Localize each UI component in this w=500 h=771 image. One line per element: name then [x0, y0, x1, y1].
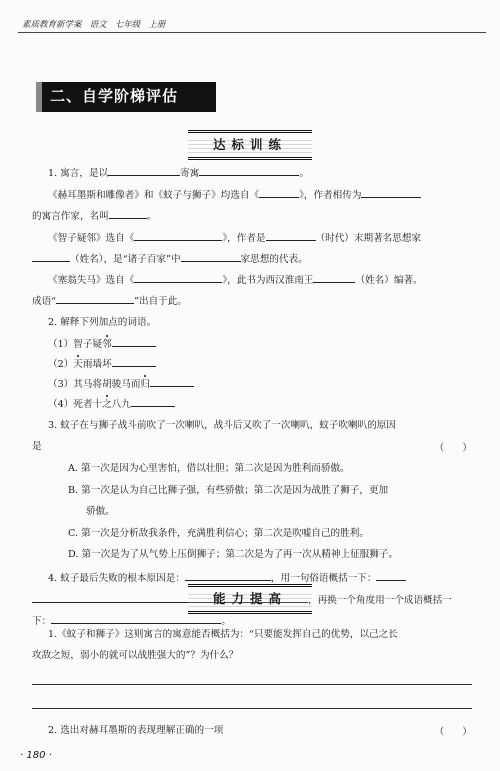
- q3-option-c: C. 第一次是分析敌我条件，充满胜利信心；第二次是吹嘘自己的胜利。: [68, 528, 369, 539]
- header-rule: [18, 32, 486, 33]
- p1-line1: 1.《蚊子和狮子》这则寓言的寓意能否概括为：“只要能发挥自己的优势，以己之长: [48, 629, 398, 640]
- header-book: 素质教育新学案: [22, 20, 82, 30]
- q2-title: 2. 解释下列加点的词语。: [48, 317, 157, 328]
- q3-option-a: A. 第一次是因为心里害怕，借以壮胆；第二次是因为胜利而骄傲。: [68, 463, 350, 474]
- p2-answer-paren: （ ）: [434, 727, 472, 738]
- section-heading-training-text: 达标训练: [212, 137, 287, 152]
- running-header: [22, 18, 165, 30]
- q1-line3: 的寓言作家，名叫 。: [32, 208, 156, 224]
- answer-line-1: [32, 684, 472, 685]
- q3-answer-paren: （ ）: [434, 443, 472, 454]
- banner-accent-bar: [36, 82, 42, 112]
- p2-question: 2. 选出对赫耳墨斯的表现理解正确的一项: [48, 725, 224, 736]
- p1-line2: 攻敌之短，弱小的就可以战胜强大的”？为什么？: [32, 650, 239, 661]
- banner-title: 二、自学阶梯评估: [50, 87, 179, 105]
- answer-line-2: [32, 708, 472, 709]
- page-number: · 180 ·: [20, 750, 52, 761]
- section-heading-ability-text: 能力提高: [212, 591, 287, 606]
- q2-item-3: （3）其马将胡骏马而归: [48, 376, 194, 392]
- section-heading-ability: [188, 584, 312, 614]
- q3-option-d: D. 第一次是为了从气势上压倒狮子；第二次是为了再一次从精神上征服狮子。: [68, 549, 399, 560]
- q2-item-1: （1）智子疑邻: [48, 336, 156, 352]
- q2-item-2: （2）天雨墙坏: [48, 356, 156, 372]
- q3-option-b: B. 第一次是认为自己比狮子强，有些骄傲；第二次是因为战胜了狮子，更加: [68, 485, 389, 496]
- header-subject: 语文: [89, 20, 107, 30]
- q1-line1: 1. 寓言，是以 寄寓 。: [48, 165, 309, 181]
- section-heading-training: [188, 130, 312, 160]
- q1-line7: 成语“ ”出自于此。: [32, 293, 187, 309]
- header-volume: 上册: [148, 20, 166, 30]
- q4-line3: 下： 。: [32, 613, 231, 629]
- q3-line1: 3. 蚊子在与狮子战斗前吹了一次喇叭，战斗后又吹了一次喇叭，蚊子吹喇叭的原因: [48, 420, 396, 431]
- header-grade: 七年级: [114, 20, 141, 30]
- q4-line1: 4. 蚊子最后失败的根本原因是： ，用一句俗语概括一下：: [48, 570, 406, 586]
- q3-line2: 是: [32, 441, 42, 452]
- q3-option-b-cont: 骄傲。: [86, 506, 115, 517]
- q1-line5: （姓名），是“诸子百家”中 家思想的代表。: [32, 251, 308, 267]
- q1-line4: 《智子疑邻》选自《 》，作者是 （时代）末期著名思想家: [48, 230, 421, 246]
- q1-line2: 《赫耳墨斯和雕像者》和《蚊子与狮子》均选自《 》，作者相传为: [48, 187, 421, 203]
- q2-item-4: （4）死者十之八九: [48, 396, 175, 412]
- q1-line6: 《塞翁失马》选自《 》，此书为西汉淮南王 （姓名）编著。: [48, 272, 423, 288]
- q4-line2: ，再换一个角度用一个成语概括一: [32, 592, 452, 608]
